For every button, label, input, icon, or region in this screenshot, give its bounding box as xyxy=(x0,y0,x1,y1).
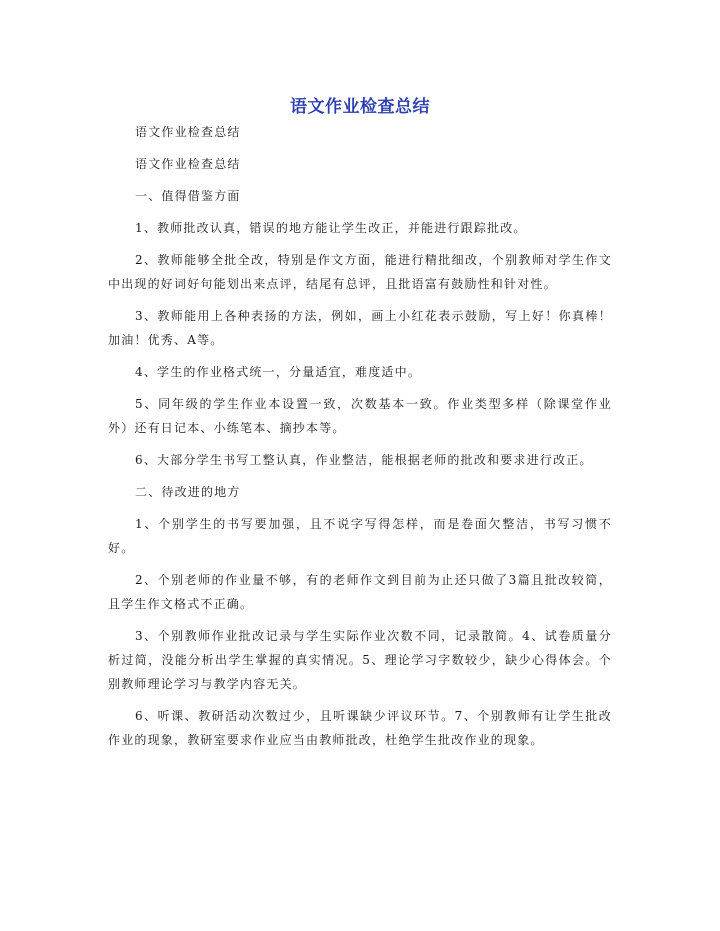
paragraph: 1、教师批改认真，错误的地方能让学生改正，并能进行跟踪批改。 xyxy=(135,221,527,235)
paragraph: 1、个别学生的书写要加强，且不说字写得怎样，而是卷面欠整洁，书写习惯不好。 xyxy=(108,517,612,555)
document-title: 语文作业检查总结 xyxy=(290,97,430,117)
paragraph: 2、个别老师的作业量不够，有的老师作文到目前为止还只做了3篇且批改较简，且学生作文格式不正确。 xyxy=(108,573,612,611)
paragraph: 3、个别教师作业批改记录与学生实际作业次数不同，记录散简。4、试卷质量分析过简，没能分析出学生掌握的真实情况。5、理论学习字数较少，缺少心得体会。个别教师理论学习与教学内容无关。 xyxy=(108,629,612,691)
paragraph: 5、同年级的学生作业本设置一致，次数基本一致。作业类型多样（除课堂作业外）还有日记本、小练笔本、摘抄本等。 xyxy=(108,397,612,435)
document-body xyxy=(108,120,612,760)
section-heading: 二、待改进的地方 xyxy=(135,485,241,499)
paragraph: 4、学生的作业格式统一，分量适宜，难度适中。 xyxy=(135,365,422,379)
section-heading: 一、值得借鉴方面 xyxy=(135,189,241,203)
paragraph: 2、教师能够全批全改，特别是作文方面，能进行精批细改，个别教师对学生作文中出现的好词好句能划出来点评，结尾有总评，且批语富有鼓励性和针对性。 xyxy=(108,253,612,291)
paragraph: 语文作业检查总结 xyxy=(135,125,241,139)
paragraph: 6、大部分学生书写工整认真，作业整洁，能根据老师的批改和要求进行改正。 xyxy=(135,453,593,467)
paragraph: 语文作业检查总结 xyxy=(135,157,241,171)
paragraph: 6、听课、教研活动次数过少，且听课缺少评议环节。7、个别教师有让学生批改作业的现象，教研室要求作业应当由教师批改，杜绝学生批改作业的现象。 xyxy=(108,709,612,747)
paragraph: 3、教师能用上各种表扬的方法，例如，画上小红花表示鼓励，写上好！你真棒！加油！优秀、A等。 xyxy=(108,309,612,347)
